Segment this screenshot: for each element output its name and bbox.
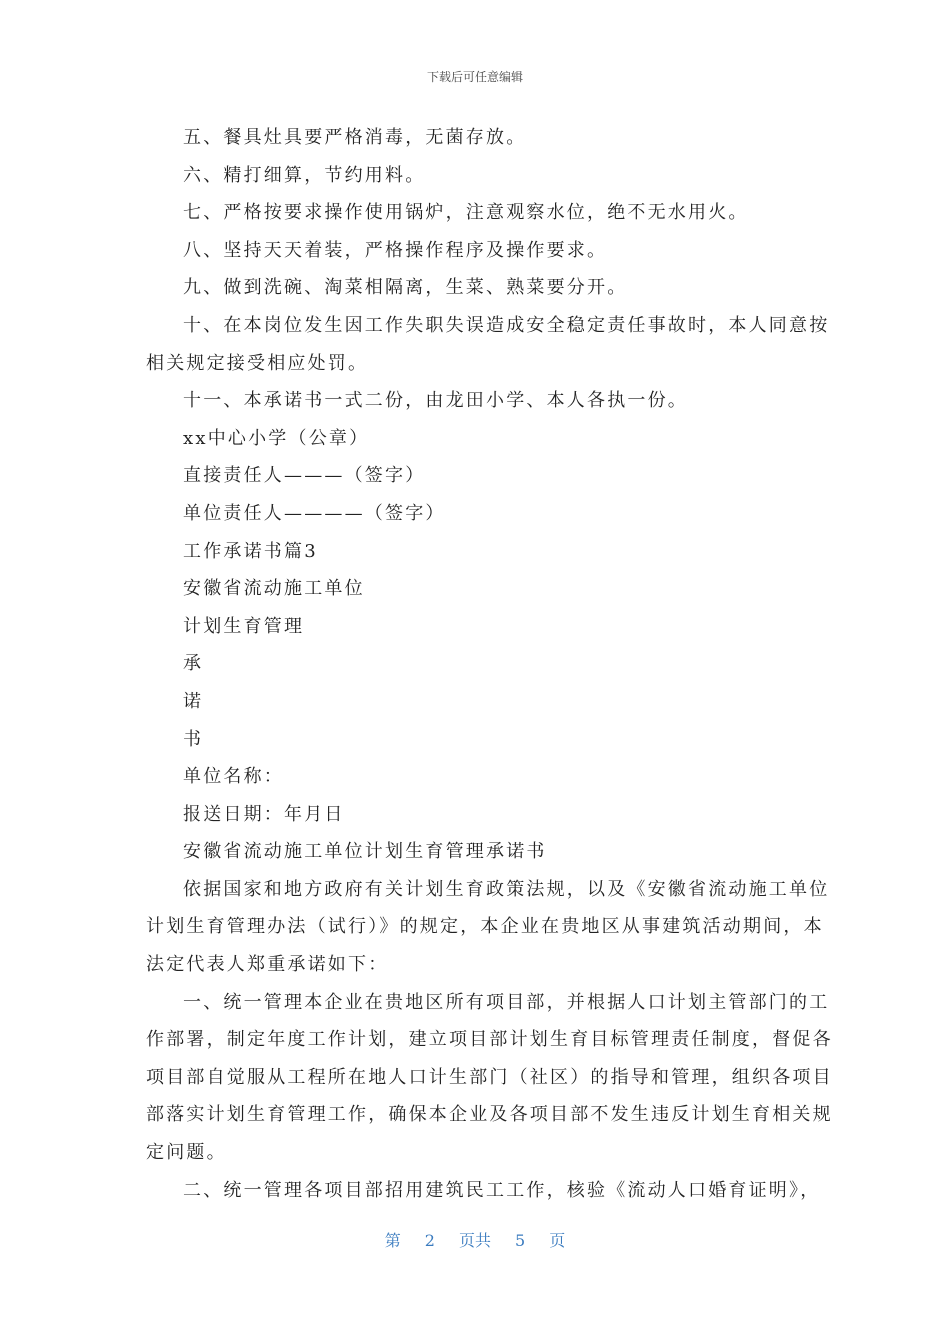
text-line: 计划生育管理办法（试行）》的规定，本企业在贵地区从事建筑活动期间，本 (146, 916, 824, 938)
text-line: 单位名称： (183, 766, 284, 788)
text-line: 单位责任人————（签字） (183, 502, 446, 524)
text-line: 书 (183, 728, 204, 750)
text-line: 一、统一管理本企业在贵地区所有项目部，并根据人口计划主管部门的工 (183, 991, 830, 1013)
text-line: 诺 (183, 690, 204, 712)
page-header-note: 下载后可任意编辑 (426, 70, 523, 84)
page-label-middle: 页共 (458, 1231, 491, 1250)
text-line: 定问题。 (146, 1142, 227, 1164)
text-line: 依据国家和地方政府有关计划生育政策法规，以及《安徽省流动施工单位 (183, 878, 830, 900)
text-line: 安徽省流动施工单位 (183, 578, 365, 600)
text-line: 二、统一管理各项目部招用建筑民工工作，核验《流动人口婚育证明》， (183, 1179, 821, 1201)
page-label-prefix: 第 (384, 1231, 401, 1250)
text-line: 作部署，制定年度工作计划，建立项目部计划生育目标管理责任制度，督促各 (146, 1029, 833, 1051)
text-line: 五、餐具灶具要严格消毒，无菌存放。 (183, 127, 527, 148)
text-line: 十、在本岗位发生因工作失职失误造成安全稳定责任事故时，本人同意按 (183, 314, 830, 336)
text-line: 相关规定接受相应处罚。 (146, 352, 369, 374)
text-line: 七、严格按要求操作使用锅炉，注意观察水位，绝不无水用火。 (183, 202, 749, 224)
text-line: 工作承诺书篇3 (183, 540, 318, 562)
text-line: 项目部自觉服从工程所在地人口计生部门（社区）的指导和管理，组织各项目 (146, 1066, 833, 1088)
text-line: 六、精打细算，节约用料。 (183, 164, 426, 186)
text-line: 九、做到洗碗、淘菜相隔离，生菜、熟菜要分开。 (183, 277, 628, 299)
text-line: 报送日期：年月日 (183, 803, 345, 825)
current-page-number: 2 (424, 1231, 435, 1250)
text-line: 承 (183, 653, 204, 675)
text-line: 安徽省流动施工单位计划生育管理承诺书 (183, 841, 547, 863)
text-line: 直接责任人———（签字） (183, 465, 426, 487)
document-body (146, 119, 833, 1209)
text-line: 十一、本承诺书一式二份，由龙田小学、本人各执一份。 (183, 390, 688, 412)
text-line: 计划生育管理 (183, 615, 305, 637)
total-page-number: 5 (515, 1231, 526, 1250)
text-line: xx中心小学（公章） (183, 427, 370, 449)
text-line: 部落实计划生育管理工作，确保本企业及各项目部不发生违反计划生育相关规 (146, 1104, 833, 1126)
page-label-suffix: 页 (549, 1231, 566, 1250)
page-footer (0, 1228, 950, 1251)
text-line: 法定代表人郑重承诺如下： (146, 954, 389, 976)
text-line: 八、坚持天天着装，严格操作程序及操作要求。 (183, 239, 608, 261)
